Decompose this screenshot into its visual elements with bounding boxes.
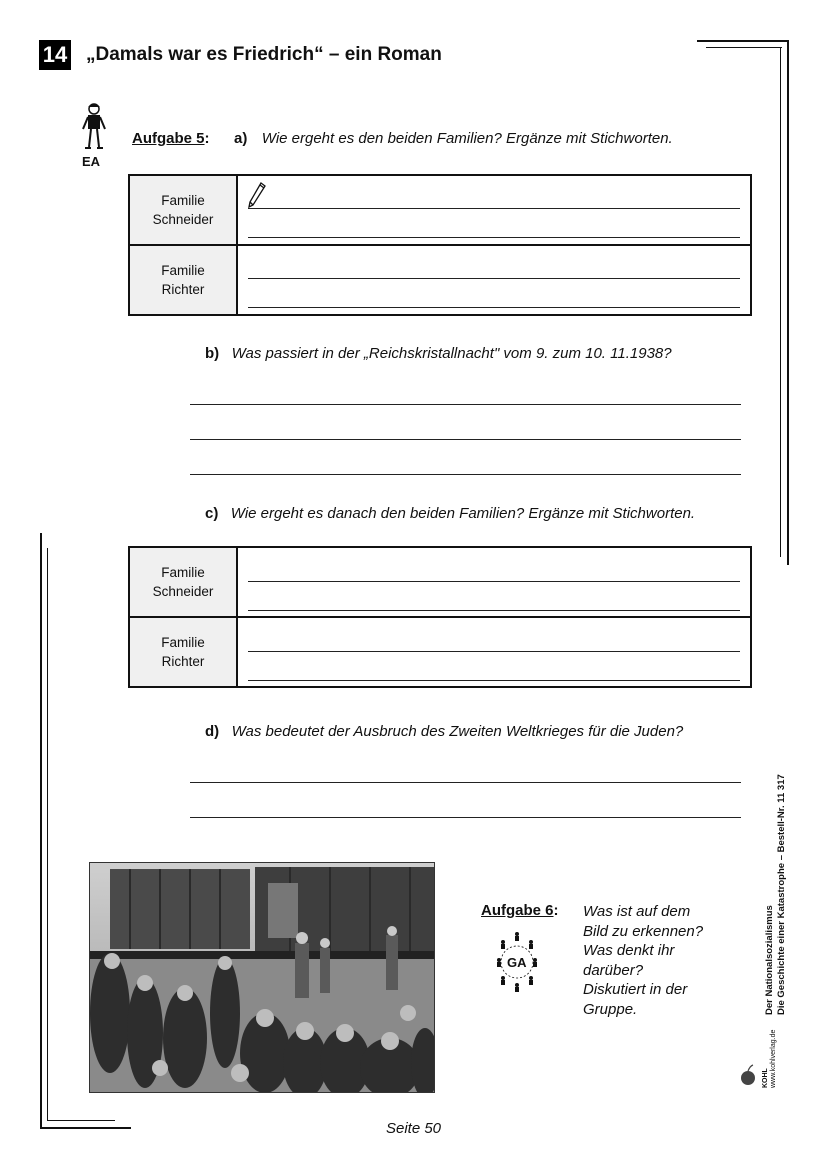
family-schneider-label: Familie Schneider bbox=[129, 175, 237, 245]
ga-label: GA bbox=[507, 955, 527, 970]
frame-line bbox=[706, 47, 782, 48]
chapter-number: 14 bbox=[39, 40, 71, 70]
question-a: a) Wie ergeht es den beiden Familien? Ergänze mit Stichworten. bbox=[234, 130, 673, 147]
publisher-logo: KOHL www.kohlverlag.de bbox=[740, 1022, 786, 1088]
task6-heading: Aufgabe 6: bbox=[481, 902, 559, 919]
page-title: „Damals war es Friedrich“ – ein Roman bbox=[86, 44, 442, 65]
page-number: Seite 50 bbox=[385, 1120, 442, 1137]
answer-line[interactable] bbox=[190, 782, 741, 783]
question-d: d) Was bedeutet der Ausbruch des Zweiten Weltkrieges für die Juden? bbox=[205, 723, 684, 740]
answer-line[interactable] bbox=[190, 439, 741, 440]
answer-cell[interactable] bbox=[237, 617, 751, 687]
deportation-photo bbox=[89, 862, 435, 1093]
answer-line bbox=[248, 651, 740, 652]
frame-line bbox=[697, 40, 789, 42]
answer-line[interactable] bbox=[190, 404, 741, 405]
apple-icon bbox=[740, 1064, 756, 1086]
answer-line bbox=[248, 581, 740, 582]
family-table-a bbox=[128, 174, 752, 316]
single-person-icon bbox=[80, 103, 108, 151]
answer-line[interactable] bbox=[190, 817, 741, 818]
frame-line bbox=[780, 47, 781, 557]
answer-line bbox=[248, 680, 740, 681]
frame-line bbox=[787, 40, 789, 565]
question-c: c) Wie ergeht es danach den beiden Familien? Ergänze mit Stichworten. bbox=[205, 505, 696, 522]
task5-heading: Aufgabe 5: bbox=[132, 130, 210, 147]
family-schneider-label: Familie Schneider bbox=[129, 547, 237, 617]
question-b: b) Was passiert in der „Reichskristallnacht" vom 9. zum 10. 11.1938? bbox=[205, 345, 672, 362]
ea-label: EA bbox=[82, 154, 101, 169]
answer-line bbox=[248, 307, 740, 308]
answer-cell[interactable] bbox=[237, 547, 751, 617]
answer-line bbox=[248, 237, 740, 238]
task6-text: Was ist auf dem Bild zu erkennen? Was denkt ihr darüber? Diskutiert in der Gruppe. bbox=[583, 903, 704, 1018]
answer-line bbox=[248, 610, 740, 611]
answer-line bbox=[248, 278, 740, 279]
task6-label: Aufgabe 6 bbox=[481, 902, 554, 919]
frame-line bbox=[47, 548, 48, 1121]
answer-line bbox=[248, 208, 740, 209]
answer-cell[interactable] bbox=[237, 245, 751, 315]
family-richter-label: Familie Richter bbox=[129, 617, 237, 687]
family-richter-label: Familie Richter bbox=[129, 245, 237, 315]
task5-label: Aufgabe 5 bbox=[132, 130, 205, 147]
answer-line[interactable] bbox=[190, 474, 741, 475]
pencil-icon bbox=[247, 181, 267, 209]
frame-line bbox=[40, 533, 42, 1128]
family-table-c bbox=[128, 546, 752, 688]
answer-cell[interactable] bbox=[237, 175, 751, 245]
